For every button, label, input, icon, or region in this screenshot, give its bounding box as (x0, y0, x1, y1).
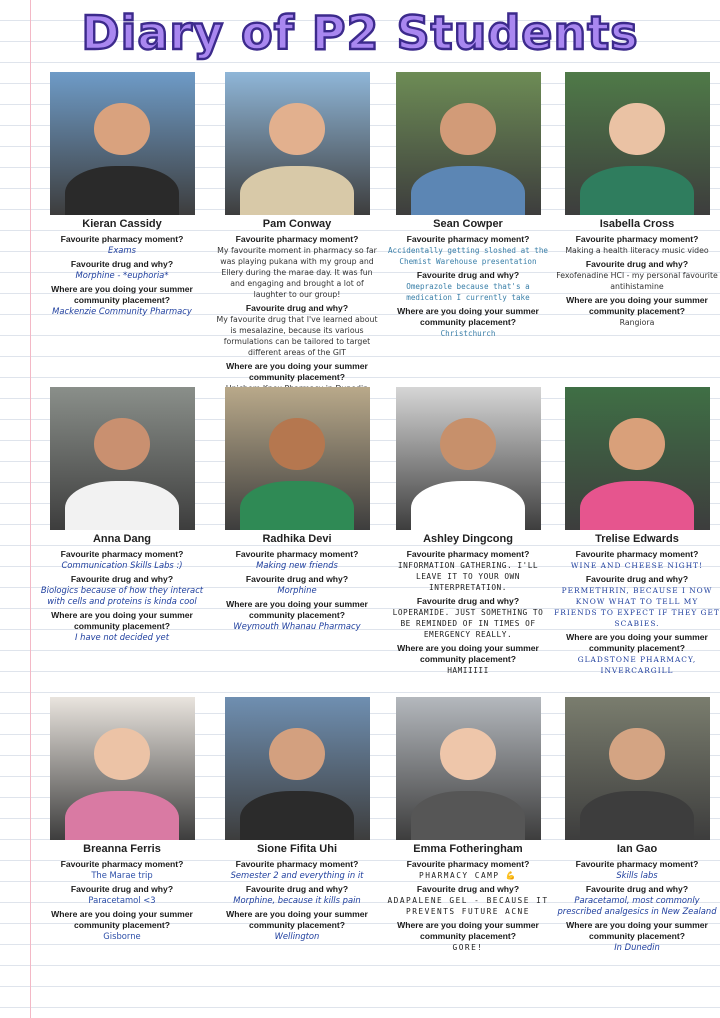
drug-answer: Paracetamol <3 (88, 895, 156, 905)
drug-question: Favourite drug and why? (70, 884, 174, 894)
student-card (36, 697, 208, 942)
student-photo (396, 72, 541, 215)
photo-figure-head (269, 103, 324, 154)
photo-figure-head (609, 728, 664, 779)
student-name: Anna Dang (92, 533, 152, 545)
student-card (211, 387, 383, 632)
student-card (36, 387, 208, 643)
student-card (36, 72, 208, 317)
student-photo (396, 697, 541, 840)
student-name: Radhika Devi (262, 533, 332, 545)
placement-question (382, 643, 554, 665)
drug-answer: My favourite drug that I've learned about is mesalazine, because its various formulations can be tailored to target different areas of the GIT (216, 315, 378, 357)
student-name: Sean Cowper (433, 218, 503, 230)
student-name: Sione Fifita Uhi (256, 843, 338, 855)
placement-question-line2: community placement? (74, 295, 170, 305)
placement-answer: Gisborne (103, 931, 141, 941)
photo-figure-body (580, 166, 693, 215)
photo-figure-body (240, 166, 353, 215)
placement-question-line2: community placement? (249, 610, 345, 620)
placement-question (382, 306, 554, 328)
placement-question-line1: Where are you doing your summer (226, 599, 368, 609)
moment-answer: Making a health literacy music video (565, 246, 709, 255)
placement-question-line2: community placement? (249, 920, 345, 930)
placement-question-line1: Where are you doing your summer (51, 610, 193, 620)
moment-answer: WINE AND CHEESE NIGHT! (570, 561, 704, 570)
student-photo (50, 697, 195, 840)
moment-question: Favourite pharmacy moment? (575, 234, 699, 244)
photo-figure-body (580, 481, 693, 530)
photo-figure-head (440, 728, 495, 779)
photo-figure-body (580, 791, 693, 840)
drug-answer: Morphine - *euphoria* (75, 270, 169, 280)
placement-answer: Rangiora (619, 318, 655, 327)
student-photo (50, 72, 195, 215)
placement-answer: GLADSTONE PHARMACY, INVERCARGILL (577, 655, 697, 675)
placement-answer: HAMIIIII (447, 666, 489, 675)
drug-question: Favourite drug and why? (416, 596, 520, 606)
placement-question-line1: Where are you doing your summer (226, 361, 368, 371)
placement-question-line1: Where are you doing your summer (397, 920, 539, 930)
placement-question (211, 599, 383, 621)
drug-answer: Fexofenadine HCl - my personal favourite antihistamine (556, 271, 718, 291)
student-name: Pam Conway (262, 218, 332, 230)
moment-question: Favourite pharmacy moment? (406, 859, 530, 869)
student-name: Emma Fotheringham (413, 843, 523, 855)
placement-question-line1: Where are you doing your summer (566, 295, 708, 305)
placement-question-line1: Where are you doing your summer (226, 909, 368, 919)
student-name: Isabella Cross (599, 218, 675, 230)
drug-question: Favourite drug and why? (245, 884, 349, 894)
drug-question: Favourite drug and why? (416, 270, 520, 280)
placement-question-line2: community placement? (589, 643, 685, 653)
photo-figure-body (65, 166, 178, 215)
placement-answer: Weymouth Whanau Pharmacy (233, 621, 361, 631)
student-card (551, 387, 720, 676)
placement-question-line1: Where are you doing your summer (566, 920, 708, 930)
placement-question-line2: community placement? (74, 920, 170, 930)
moment-answer: PHARMACY CAMP 💪 (419, 871, 517, 880)
student-photo (396, 387, 541, 530)
photo-figure-body (240, 481, 353, 530)
placement-question-line1: Where are you doing your summer (397, 306, 539, 316)
placement-question-line2: community placement? (589, 931, 685, 941)
student-name: Breanna Ferris (83, 843, 161, 855)
photo-figure-body (411, 166, 524, 215)
drug-answer: Paracetamol, most commonly prescribed analgesics in New Zealand (557, 895, 717, 916)
student-name: Ashley Dingcong (423, 533, 513, 545)
student-name: Ian Gao (616, 843, 658, 855)
student-card (551, 697, 720, 953)
moment-answer: Exams (108, 245, 136, 255)
page-title: Diary of P2 Students (81, 6, 639, 60)
moment-answer: INFORMATION GATHERING. I'LL LEAVE IT TO YOUR OWN INTERPRETATION. (397, 561, 539, 592)
photo-figure-head (94, 728, 149, 779)
placement-question (211, 361, 383, 383)
placement-question (36, 284, 208, 306)
moment-answer: Semester 2 and everything in it (230, 870, 364, 880)
moment-answer: The Marae trip (91, 870, 153, 880)
placement-question-line2: community placement? (420, 931, 516, 941)
drug-question: Favourite drug and why? (585, 574, 689, 584)
placement-answer: GORE! (452, 943, 484, 952)
student-photo (225, 697, 370, 840)
moment-question: Favourite pharmacy moment? (235, 549, 359, 559)
moment-question: Favourite pharmacy moment? (60, 234, 184, 244)
placement-question-line2: community placement? (249, 372, 345, 382)
drug-answer: ADAPALENE GEL - BECAUSE IT PREVENTS FUTURE ACNE (387, 896, 549, 916)
moment-question: Favourite pharmacy moment? (575, 549, 699, 559)
student-photo (565, 697, 710, 840)
photo-figure-body (65, 791, 178, 840)
student-photo (225, 387, 370, 530)
moment-question: Favourite pharmacy moment? (575, 859, 699, 869)
photo-figure-head (440, 103, 495, 154)
photo-figure-head (609, 418, 664, 469)
student-card (382, 72, 554, 339)
placement-answer: In Dunedin (614, 942, 660, 952)
placement-question-line2: community placement? (420, 654, 516, 664)
photo-figure-head (94, 103, 149, 154)
drug-answer: LOPERAMIDE. JUST SOMETHING TO BE REMINDED OF IN TIMES OF EMERGENCY REALLY. (392, 608, 544, 639)
moment-answer: Making new friends (256, 560, 338, 570)
student-name: Kieran Cassidy (82, 218, 162, 230)
moment-answer: My favourite moment in pharmacy so far was playing pukana with my group and Ellery during the marae day. It was fun and engaging and brought a lot of laughter to our group! (217, 246, 377, 299)
placement-question-line1: Where are you doing your summer (51, 909, 193, 919)
placement-question-line1: Where are you doing your summer (51, 284, 193, 294)
placement-question (36, 610, 208, 632)
drug-question: Favourite drug and why? (245, 574, 349, 584)
placement-answer: Christchurch (440, 329, 496, 338)
photo-figure-head (440, 418, 495, 469)
placement-question (211, 909, 383, 931)
student-photo (565, 387, 710, 530)
student-card (382, 387, 554, 676)
moment-question: Favourite pharmacy moment? (235, 234, 359, 244)
photo-figure-body (240, 791, 353, 840)
student-card (382, 697, 554, 953)
placement-question (382, 920, 554, 942)
drug-answer: Morphine, because it kills pain (233, 895, 361, 905)
photo-figure-head (609, 103, 664, 154)
placement-answer: I have not decided yet (75, 632, 169, 642)
drug-answer: Morphine (277, 585, 317, 595)
placement-question-line2: community placement? (74, 621, 170, 631)
photo-figure-body (411, 791, 524, 840)
student-card (211, 697, 383, 942)
drug-question: Favourite drug and why? (70, 259, 174, 269)
placement-answer: Wellington (274, 931, 320, 941)
drug-question: Favourite drug and why? (585, 884, 689, 894)
student-photo (565, 72, 710, 215)
moment-question: Favourite pharmacy moment? (406, 234, 530, 244)
moment-question: Favourite pharmacy moment? (235, 859, 359, 869)
placement-question-line2: community placement? (589, 306, 685, 316)
student-card (211, 72, 383, 394)
drug-answer: Omeprazole because that's a medication I currently take (406, 282, 530, 302)
student-photo (225, 72, 370, 215)
photo-figure-head (94, 418, 149, 469)
placement-question (36, 909, 208, 931)
student-name: Trelise Edwards (595, 533, 679, 545)
photo-figure-head (269, 728, 324, 779)
photo-figure-body (411, 481, 524, 530)
placement-question-line1: Where are you doing your summer (566, 632, 708, 642)
placement-question-line2: community placement? (420, 317, 516, 327)
placement-question (551, 920, 720, 942)
drug-question: Favourite drug and why? (245, 303, 349, 313)
student-card (551, 72, 720, 328)
placement-question (551, 632, 720, 654)
drug-question: Favourite drug and why? (416, 884, 520, 894)
moment-question: Favourite pharmacy moment? (406, 549, 530, 559)
placement-answer: Mackenzie Community Pharmacy (52, 306, 192, 316)
photo-figure-body (65, 481, 178, 530)
moment-question: Favourite pharmacy moment? (60, 549, 184, 559)
drug-answer: PERMETHRIN, BECAUSE I NOW KNOW WHAT TO TELL MY FRIENDS TO EXPECT IF THEY GET SCABIES. (554, 586, 720, 628)
drug-question: Favourite drug and why? (70, 574, 174, 584)
drug-question: Favourite drug and why? (585, 259, 689, 269)
moment-question: Favourite pharmacy moment? (60, 859, 184, 869)
placement-question-line1: Where are you doing your summer (397, 643, 539, 653)
student-photo (50, 387, 195, 530)
moment-answer: Skills labs (616, 870, 658, 880)
placement-question (551, 295, 720, 317)
moment-answer: Communication Skills Labs :) (61, 560, 183, 570)
drug-answer: Biologics because of how they interact with cells and proteins is kinda cool (40, 585, 204, 606)
photo-figure-head (269, 418, 324, 469)
moment-answer: Accidentally getting sloshed at the Chemist Warehouse presentation (387, 246, 548, 266)
